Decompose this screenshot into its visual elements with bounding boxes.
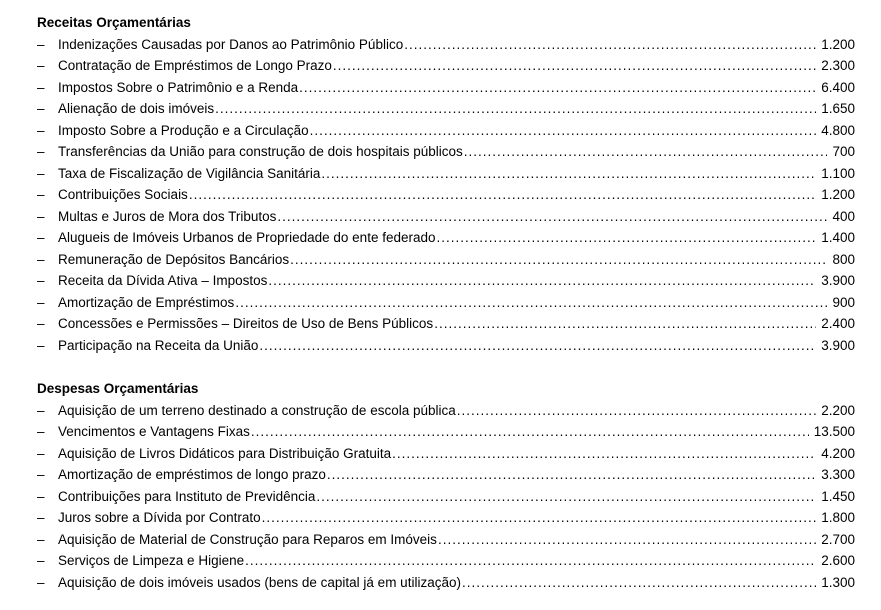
bullet-dash: – — [37, 273, 45, 288]
bullet-dash: – — [37, 531, 45, 547]
bullet-dash: – — [37, 122, 45, 138]
line-item — [37, 55, 855, 77]
line-item — [37, 507, 855, 529]
bullet-dash: – — [37, 58, 45, 73]
bullet-dash: – — [37, 187, 45, 202]
item-label: Receita da Dívida Ativa – Impostos — [58, 273, 268, 288]
dot-leader — [434, 313, 816, 335]
item-value: 1.650 — [821, 101, 855, 116]
dot-leader — [290, 249, 827, 271]
item-value: 2.600 — [821, 553, 855, 568]
item-value: 3.300 — [821, 467, 855, 482]
dot-leader — [437, 227, 817, 249]
item-value: 1.300 — [821, 574, 855, 590]
item-label: Participação na Receita da União — [58, 337, 259, 353]
bullet-dash: – — [37, 445, 45, 461]
line-item — [37, 335, 855, 357]
item-label: Remuneração de Depósitos Bancários — [58, 251, 290, 267]
item-label: Amortização de Empréstimos — [58, 294, 235, 310]
item-value: 700 — [832, 144, 855, 159]
document-page — [37, 12, 855, 593]
line-item — [37, 550, 855, 572]
line-item — [37, 529, 855, 551]
item-value: 1.450 — [821, 488, 855, 504]
item-value: 900 — [832, 294, 855, 310]
dot-leader — [215, 98, 816, 120]
bullet-dash: – — [37, 337, 45, 353]
line-item — [37, 486, 855, 508]
dot-leader — [333, 55, 816, 77]
item-label: Serviços de Limpeza e Higiene — [58, 553, 245, 568]
bullet-dash: – — [37, 79, 45, 95]
dot-leader — [392, 443, 816, 465]
item-label: Aquisição de dois imóveis usados (bens de capital já em utilização) — [58, 574, 461, 590]
line-item — [37, 313, 855, 335]
item-value: 2.400 — [821, 316, 855, 331]
item-value: 4.800 — [821, 122, 855, 138]
bullet-dash: – — [37, 467, 45, 482]
item-value: 1.200 — [821, 36, 855, 52]
section-title: Despesas Orçamentárias — [37, 381, 199, 396]
bullet-dash: – — [37, 36, 45, 52]
item-value: 2.700 — [821, 531, 855, 547]
item-value: 1.200 — [821, 187, 855, 202]
line-item — [37, 141, 855, 163]
line-item — [37, 572, 855, 594]
item-label: Alugueis de Imóveis Urbanos de Propriedade do ente federado — [58, 230, 436, 245]
line-item — [37, 227, 855, 249]
bullet-dash: – — [37, 488, 45, 504]
item-value: 2.300 — [821, 58, 855, 73]
dot-leader — [464, 141, 828, 163]
section-title: Receitas Orçamentárias — [37, 15, 191, 30]
item-value: 4.200 — [821, 445, 855, 461]
bullet-dash: – — [37, 251, 45, 267]
dot-leader — [321, 163, 816, 185]
line-item — [37, 34, 855, 56]
item-value: 3.900 — [821, 273, 855, 288]
item-value: 3.900 — [821, 337, 855, 353]
item-value: 800 — [832, 251, 855, 267]
item-label: Indenizações Causadas por Danos ao Patrimônio Público — [58, 36, 404, 52]
dot-leader — [189, 184, 816, 206]
item-label: Transferências da União para construção de dois hospitais públicos — [58, 144, 463, 159]
item-value: 6.400 — [821, 79, 855, 95]
bullet-dash: – — [37, 316, 45, 331]
dot-leader — [268, 270, 816, 292]
line-item — [37, 464, 855, 486]
dot-leader — [438, 529, 816, 551]
item-label: Aquisição de um terreno destinado a construção de escola pública — [58, 402, 456, 418]
item-label: Contribuições para Instituto de Previdência — [58, 488, 316, 504]
bullet-dash: – — [37, 510, 45, 525]
dot-leader — [245, 550, 816, 572]
line-item — [37, 249, 855, 271]
bullet-dash: – — [37, 144, 45, 159]
item-value: 13.500 — [813, 424, 855, 439]
section-despesas — [37, 378, 855, 593]
line-item — [37, 443, 855, 465]
bullet-dash: – — [37, 230, 45, 245]
item-label: Amortização de empréstimos de longo prazo — [58, 467, 326, 482]
dot-leader — [277, 206, 827, 228]
item-value: 1.800 — [821, 510, 855, 525]
bullet-dash: – — [37, 553, 45, 568]
item-label: Multas e Juros de Mora dos Tributos — [58, 208, 277, 224]
line-item — [37, 400, 855, 422]
line-item — [37, 270, 855, 292]
item-label: Taxa de Fiscalização de Vigilância Sanitária — [58, 165, 321, 181]
dot-leader — [262, 507, 817, 529]
bullet-dash: – — [37, 574, 45, 590]
section-receitas — [37, 12, 855, 356]
line-item — [37, 120, 855, 142]
item-label: Alienação de dois imóveis — [58, 101, 215, 116]
bullet-dash: – — [37, 101, 45, 116]
item-label: Aquisição de Livros Didáticos para Distribuição Gratuita — [58, 445, 392, 461]
line-item — [37, 98, 855, 120]
line-item — [37, 292, 855, 314]
item-label: Imposto Sobre a Produção e a Circulação — [58, 122, 309, 138]
item-label: Juros sobre a Dívida por Contrato — [58, 510, 261, 525]
bullet-dash: – — [37, 294, 45, 310]
item-label: Impostos Sobre o Patrimônio e a Renda — [58, 79, 299, 95]
dot-leader — [327, 464, 816, 486]
line-item — [37, 77, 855, 99]
item-label: Aquisição de Material de Construção para Reparos em Imóveis — [58, 531, 437, 547]
item-label: Contribuições Sociais — [58, 187, 188, 202]
dot-leader — [259, 335, 816, 357]
bullet-dash: – — [37, 424, 45, 439]
line-item — [37, 163, 855, 185]
item-label: Contratação de Empréstimos de Longo Prazo — [58, 58, 332, 73]
item-label: Concessões e Permissões – Direitos de Uso de Bens Públicos — [58, 316, 434, 331]
dot-leader — [457, 400, 816, 422]
line-item — [37, 184, 855, 206]
item-label: Vencimentos e Vantagens Fixas — [58, 424, 250, 439]
line-item — [37, 421, 855, 443]
dot-leader — [316, 486, 816, 508]
dot-leader — [310, 120, 817, 142]
bullet-dash: – — [37, 402, 45, 418]
bullet-dash: – — [37, 208, 45, 224]
dot-leader — [251, 421, 809, 443]
item-value: 1.100 — [821, 165, 855, 181]
item-value: 1.400 — [821, 230, 855, 245]
dot-leader — [404, 34, 816, 56]
dot-leader — [462, 572, 816, 594]
bullet-dash: – — [37, 165, 45, 181]
line-item — [37, 206, 855, 228]
dot-leader — [235, 292, 827, 314]
item-value: 2.200 — [821, 402, 855, 418]
dot-leader — [299, 77, 816, 99]
item-value: 400 — [832, 208, 855, 224]
